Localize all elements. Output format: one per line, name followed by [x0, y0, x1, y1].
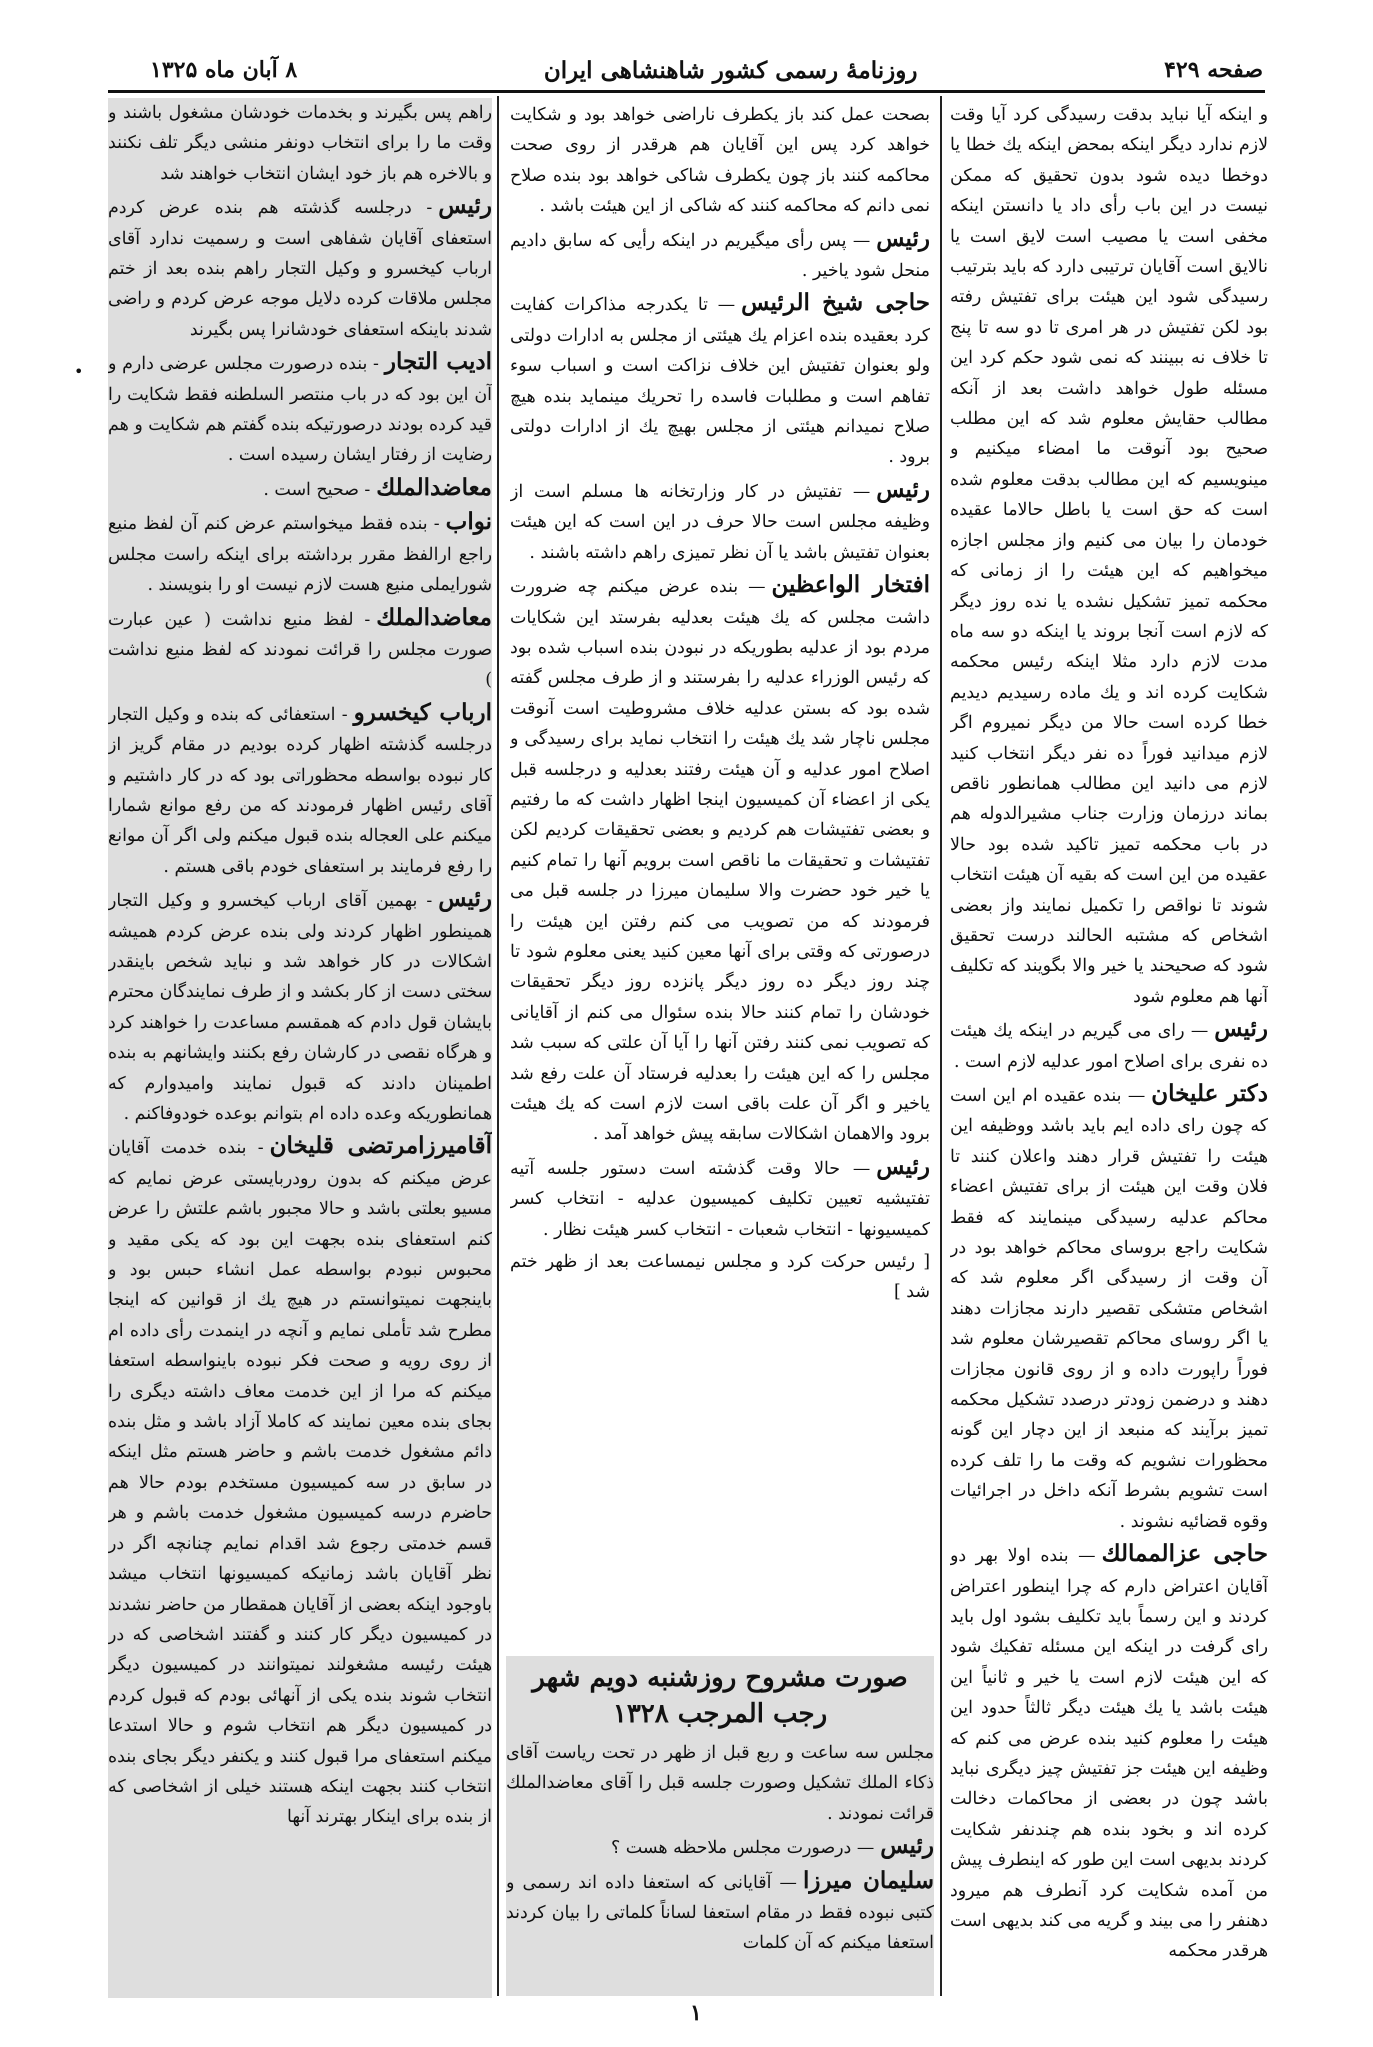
paragraph-text: — بنده اولا بهر دو آقایان اعتراض دارم که چرا اینطور اعتراض کردند و این رسماً باید تکلیف بشود اول باید رای گرفت در اینکه این مسئله تفکیك شود که این هیئت لازم است یا خیر و ثانیاً این هیئت باشد یا یك هیئت دیگر ثالثاً حدود این هیئت را معلوم کنید بنده عرض می کنم که وظیفه این هیئت جز تفتیش چیز دیگری نباید باشد چون در بعضی از محاکمات دخالت کرده اند و بخود بنده هم چندنفر شکایت کردند بدیهی است این طور که اینطرف پیش من آمده شکایت کرد آنطرف هم میرود دهنفر را می بیند و گریه می کند بدیهی است هرقدر محکمه	[950, 1546, 1268, 1962]
speaker-name: حاجی شیخ الرئیس	[741, 289, 930, 317]
paragraph-text: مجلس سه ساعت و ربع قبل از ظهر در تحت ریاست آقای ذکاء الملك تشکیل وصورت جلسه قبل را آقای معاضدالملك قرائت نمودند .	[506, 1743, 934, 1824]
column-right	[950, 100, 1268, 2000]
paragraph	[108, 603, 492, 696]
session-box-title-line2: رجب المرجب ۱۳۲۸	[612, 1699, 828, 1729]
paragraph	[510, 1247, 930, 1308]
speaker-name: نواب	[445, 508, 492, 536]
speaker-name: افتخار الواعظین	[771, 571, 930, 599]
paragraph-text: — تفتیش در کار وزارتخانه ها مسلم است از وظیفه مجلس است حالا حرف در این است که این هیئت بعنوان تفتیش باشد یا آن نظر تمیزی راهم داشته باشند .	[510, 481, 930, 563]
paragraph	[108, 884, 492, 1129]
paragraph-text: - استعفائی که بنده و وکیل التجار درجلسه گذشته اظهار کرده بودیم در مقام گریز از کار نبوده بواسطه محظوراتی بود که در کار داشتیم و آقای رئیس اظهار فرمودند که من رفع موانع شمارا میکنم علی العجاله بنده قبول میکنم ولی اگر آن موانع را رفع فرمایند بر استعفای خودم باقی هستم .	[108, 704, 492, 877]
paragraph-text: بصحت عمل کند باز یکطرف ناراضی خواهد بود و شکایت خواهد کرد پس این آقایان هم هرقدر از روی صحت محاکمه کنند باز چون یکطرف شاکی خواهد بود بنده صلاح نمی دانم که محاکمه کنند که شاکی از این هیئت باشد .	[510, 105, 930, 217]
column-divider-left	[497, 96, 499, 1996]
speaker-name: سلیمان میرزا	[802, 1866, 934, 1894]
speaker-name: رئیس	[1214, 1015, 1268, 1043]
speaker-name: رئیس	[876, 1152, 930, 1180]
speaker-name: معاضدالملك	[376, 473, 492, 501]
paragraph-text: - بنده فقط میخواستم عرض کنم آن لفظ منیع راجع ارالفظ مقرر برداشته برای اینکه راست مجلس شورایملی منیع هست لازم نیست او را بنویسند .	[108, 514, 492, 596]
paragraph	[108, 98, 492, 189]
paragraph-text: — بنده عرض میکنم چه ضرورت داشت مجلس که یك هیئت بعدلیه بفرستد این شکایات مردم بود از عدلیه بطوریکه در نبودن بنده اسباب شده بود که رئیس الوزراء عدلیه را بفرستند و از طرف مجلس گفته شده بود که بستن عدلیه خلاف مشروطیت است آنوقت مجلس ناچار شد یك هیئت را انتخاب نماید برای رسیدگی و اصلاح امور عدلیه و آن هیئت رفتند بعدلیه و درجلسه قبل یکی از اعضاء آن کمیسیون اینجا اظهار داشت که ما رفتیم و بعضی تفتیشات هم کردیم و بعضی تحقیقات کردیم لکن تفتیشات و تحقیقات ما ناقص است برویم آنها را تمام کنیم یا خیر خود حضرت والا سلیمان میرزا در جلسه قبل می فرمودند که من تصویب می کنم رفتن این هیئت را درصورتی که وقتی برای آنها معین کنید یعنی معلوم شود تا چند روز دیگر ده روز دیگر پانزده روز دیگر تحقیقات خودشان را تمام کنند حالا بنده سئوال می کنم از آقایانی که تصویب نمی کنند رفتن آنها را آیا آن علتی که سبب شد مجلس را که این هیئت را بعدلیه فرستاد آن علت رفع شد یاخیر و اگر آن علت باقی است لازم است که یك هیئت برود والاهمان اشکالات سابقه پیش خواهد آمد .	[510, 577, 930, 1145]
speaker-name: ادیب التجار	[384, 348, 492, 376]
paragraph	[108, 347, 492, 471]
session-box-title-line1: صورت مشروح روزشنبه دویم شهر	[532, 1663, 908, 1693]
paragraph-text: - صحیح است .	[263, 479, 371, 500]
paragraph-text: — حالا وقت گذشته است دستور جلسه آتیه تفتیشیه تعیین تکلیف کمیسیون عدلیه - انتخاب کسر کمیسیونها - انتخاب شعبات - انتخاب کسر هیئت نظار .	[510, 1158, 930, 1240]
page-header	[150, 50, 1263, 90]
column-middle	[510, 100, 930, 1660]
speaker-name: ارباب کیخسرو	[353, 698, 492, 726]
speaker-name: حاجی عزالممالك	[1101, 1540, 1268, 1568]
header-date: ۸ آبان ماه ۱۳۲۵	[150, 57, 298, 83]
paragraph	[950, 1014, 1268, 1077]
paragraph-text: - بنده درصورت مجلس عرضی دارم و آن این بود که در باب منتصر السلطنه فقط شکایت را قید کرده بودند درصورتیکه بنده گفتم هم شکایت و هم رضایت از رفتار ایشان رسیده است .	[108, 354, 492, 466]
column-divider-right	[940, 96, 942, 1996]
paragraph	[108, 1131, 492, 1832]
paragraph-text: - بنده خدمت آقایان عرض میکنم که بدون رودربایستی عرض نمایم که مسیو بعلتی باشد و حالا مجبور باشم علتش را عرض کنم استعفای بنده بجهت این بود که یکی مقید و محبوس نبودم بواسطه عمل انشاء حبس بود و باینجهت نمیتوانستم در هیچ یك از قوانین که اینجا مطرح شد تأملی نمایم و آنچه در اینمدت رأی داده ام از روی رویه و صحت فکر نبوده باینواسطه استعفا میکنم که مرا از این خدمت معاف داشته دیگری را بجای بنده معین نمایند که کاملا آزاد باشد و مثل بنده دائم مشغول خدمت باشم و حاضر هستم مثل اینکه در سابق در سه کمیسیون مستخدم بودم حالا هم حاضرم درسه کمیسیون مشغول خدمت باشم و هر قسم خدمتی رجوع شد اقدام نمایم چنانچه اگر در نظر آقایان باشد زمانیکه کمیسیونها انتخاب میشد باوجود اینکه بعضی از آقایان همقطار من حاضر نشدند در کمیسیون دیگر کار کنند و گفتند اشخاصی که در هیئت رئیسه مشغولند نمیتوانند در کمیسیون دیگر انتخاب شوند بنده یکی از آنهائی بودم که قبول کردم در کمیسیون دیگر هم انتخاب شوم و حالا استدعا میکنم استعفای مرا قبول کنند و یکنفر دیگر بجای بنده انتخاب کنند بجهت اینکه هستند خیلی از اشخاصی که از بنده برای اینکار بهترند آنها	[108, 1138, 492, 1828]
speaker-name: رئیس	[876, 224, 930, 252]
header-page-label: صفحه ۴۲۹	[1164, 57, 1263, 83]
paragraph	[108, 507, 492, 600]
paragraph	[506, 1866, 934, 1959]
paragraph	[510, 100, 930, 222]
speaker-name: معاضدالملك	[376, 603, 492, 631]
paragraph	[510, 224, 930, 287]
paragraph-text: راهم پس بگیرند و بخدمات خودشان مشغول باشند و وقت ما را برای انتخاب دونفر منشی دیگر تلف نکنند و بالاخره هم باز خود ایشان انتخاب خواهند شد	[108, 103, 492, 184]
header-publication-title: روزنامهٔ رسمی کشور شاهنشاهی ایران	[543, 56, 918, 84]
column-left	[108, 98, 492, 1998]
speaker-name: رئیس	[876, 475, 930, 503]
paragraph	[510, 570, 930, 1150]
paragraph-text: - لفظ منیع نداشت ( عین عبارت صورت مجلس را قرائت نمودند که لفظ منیع نداشت )	[108, 609, 492, 691]
paragraph-text: — رای می گیریم در اینکه یك هیئت ده نفری برای اصلاح امور عدلیه لازم است .	[950, 1021, 1268, 1072]
paragraph	[506, 1831, 934, 1863]
margin-mark-left: •	[74, 362, 84, 381]
paragraph	[510, 1152, 930, 1245]
paragraph-text: - بهمین آقای ارباب کیخسرو و وکیل التجار همینطور اظهار کردند ولی بنده عرض کردم همیشه اشکالات در کار خواهد شد و نباید شخص باینقدر سختی دست از کار بکشد و از طرف نمایندگان محترم بایشان قول دادم که همقسم مساعدت را خواهند کرد و هرگاه نقصی در کارشان رفع بکنند وایشانهم به بنده اطمینان دادند که قبول نمایند وامیدوارم که همانطوریکه وعده داده ام بتوانم بوعده خودوفاکنم .	[108, 891, 492, 1124]
speaker-name: رئیس	[438, 192, 492, 220]
paragraph	[950, 100, 1268, 1012]
paragraph	[108, 191, 492, 345]
paragraph	[510, 475, 930, 568]
paragraph-text: و اینکه آیا نباید بدقت رسیدگی کرد آیا وقت لازم ندارد دیگر اینکه بمحض اینکه یك خطا یا دوخطا دیده شود بدون تحقیق که ممکن نیست در این باب رأی داد یا دانستن اینکه مخفی است یا مصیب است لایق است یا نالایق است آقایان ترتیبی دارد که باید بترتیب رسیدگی شود این هیئت برای تفتیش رفته بود لکن تفتیش در هر امری تا دو سه تا پنج تا خلاف نه ببینند که نمی شود حکم کرد این مسئله طول خواهد داشت بعد از آنکه مطالب حقایش معلوم شد که این مطلب صحیح بود آنوقت ما امضاء میکنیم و مینویسیم که این مطالب بدقت معلوم شده است که حق است یا باطل حالاما عقیده خودمان را بیان می کنیم واز مجلس اجازه میخواهیم که این هیئت را از زمانی که محکمه تمیز تشکیل نشده یا نده روز دیگر که لازم است آنجا بروند یا اینکه دو سه ماه مدت لازم دارد مثلا اینکه رئیس محکمه شکایت کرده اند و یك ماده رسیدیم دیدیم خطا کرده است حالا من دیگر نمیروم اگر لازم میدانید فوراً ده نفر دیگر انتخاب کنید لازم می دانید این مطالب همانطور ناقص بماند درزمان وزارت جناب مشیرالدوله هم در باب محکمه تمیز تاکید شده بود حالا عقیده من این است که بقیه آن هیئت انتخاب شوند تا نواقص را تکمیل نمایند واز بعضی اشخاص که مشتبه الحالند درست تحقیق شود که صحیحند یا خیر والا بگویند که تکلیف آنها هم معلوم شود	[950, 105, 1268, 1007]
session-box-body	[506, 1738, 934, 1959]
paragraph-text: — آقایانی که استعفا داده اند رسمی و کتبی نبوده فقط در مقام استعفا لساناً کلماتی را بیان کردند استعفا میکنم که آن کلمات	[506, 1872, 934, 1954]
page-number: ۱	[690, 2000, 702, 2026]
paragraph-text: — درصورت مجلس ملاحظه هست ؟	[611, 1838, 875, 1859]
paragraph-text: - درجلسه گذشته هم بنده عرض کردم استعفای آقایان شفاهی است و رسمیت ندارد آقای ارباب کیخسرو و وکیل التجار راهم بنده بعد از ختم مجلس ملاقات کرده دلایل موجه عرض کردم و راضی شدند باینکه استعفای خودشانرا پس بگیرند	[108, 198, 492, 340]
speaker-name: رئیس	[880, 1832, 934, 1860]
session-box	[506, 1656, 934, 1996]
paragraph	[950, 1079, 1268, 1537]
speaker-name: رئیس	[438, 885, 492, 913]
paragraph-text: — پس رأی میگیریم در اینکه رأیی که سابق دادیم منحل شود یاخیر .	[510, 230, 930, 282]
paragraph-text: — تا یکدرجه مذاکرات کفایت کرد بعقیده بنده اعزام یك هیئتی از مجلس به ادارات دولتی ولو بعنوان تفتیش این خلاف نزاکت است و اسباب سوء تفاهم است و مطلبات فاسده را تحریك مینماید بنده هیچ صلاح نمیدانم هیئتی از مجلس بهیچ یك از ادارات دولتی برود .	[510, 295, 930, 468]
speaker-name: آقامیرزامرتضی قلیخان	[269, 1132, 492, 1160]
header-rule	[108, 90, 1265, 93]
paragraph-text: — بنده عقیده ام این است که چون رای داده ایم باید باشد ووظیفه این هیئت را تفتیش قرار دهند واعلان کنند تا فلان وقت این هیئت از برای تفتیش اعضاء محاکم عدلیه رسیدگی مینمایند که فقط شکایت راجع بروسای محاکم خواهد بود در آن وقت از رسیدگی اگر معلوم شد که اشخاص متشکی تقصیر دارند مجازات دهند یا اگر روسای محاکم تقصیرشان معلوم شد فوراً راپورت داده و از روی قانون مجازات دهند و درضمن زودتر درصدد تشکیل محکمه تمیز برآیند که منبعد از این دچار این گونه محظورات نشویم که وقت ما را تلف کرده است تشویم بشرط آنکه داخل در اجرائیات وقوه قضائیه نشوند .	[950, 1086, 1268, 1532]
paragraph	[108, 473, 492, 505]
paragraph	[108, 698, 492, 882]
session-box-title	[506, 1660, 934, 1732]
paragraph	[510, 288, 930, 472]
paragraph	[950, 1539, 1268, 1967]
paragraph-text: [ رئیس حرکت کرد و مجلس نیمساعت بعد از ظهر ختم شد ]	[510, 1252, 930, 1303]
speaker-name: دکتر علیخان	[1151, 1080, 1268, 1107]
paragraph	[506, 1738, 934, 1829]
